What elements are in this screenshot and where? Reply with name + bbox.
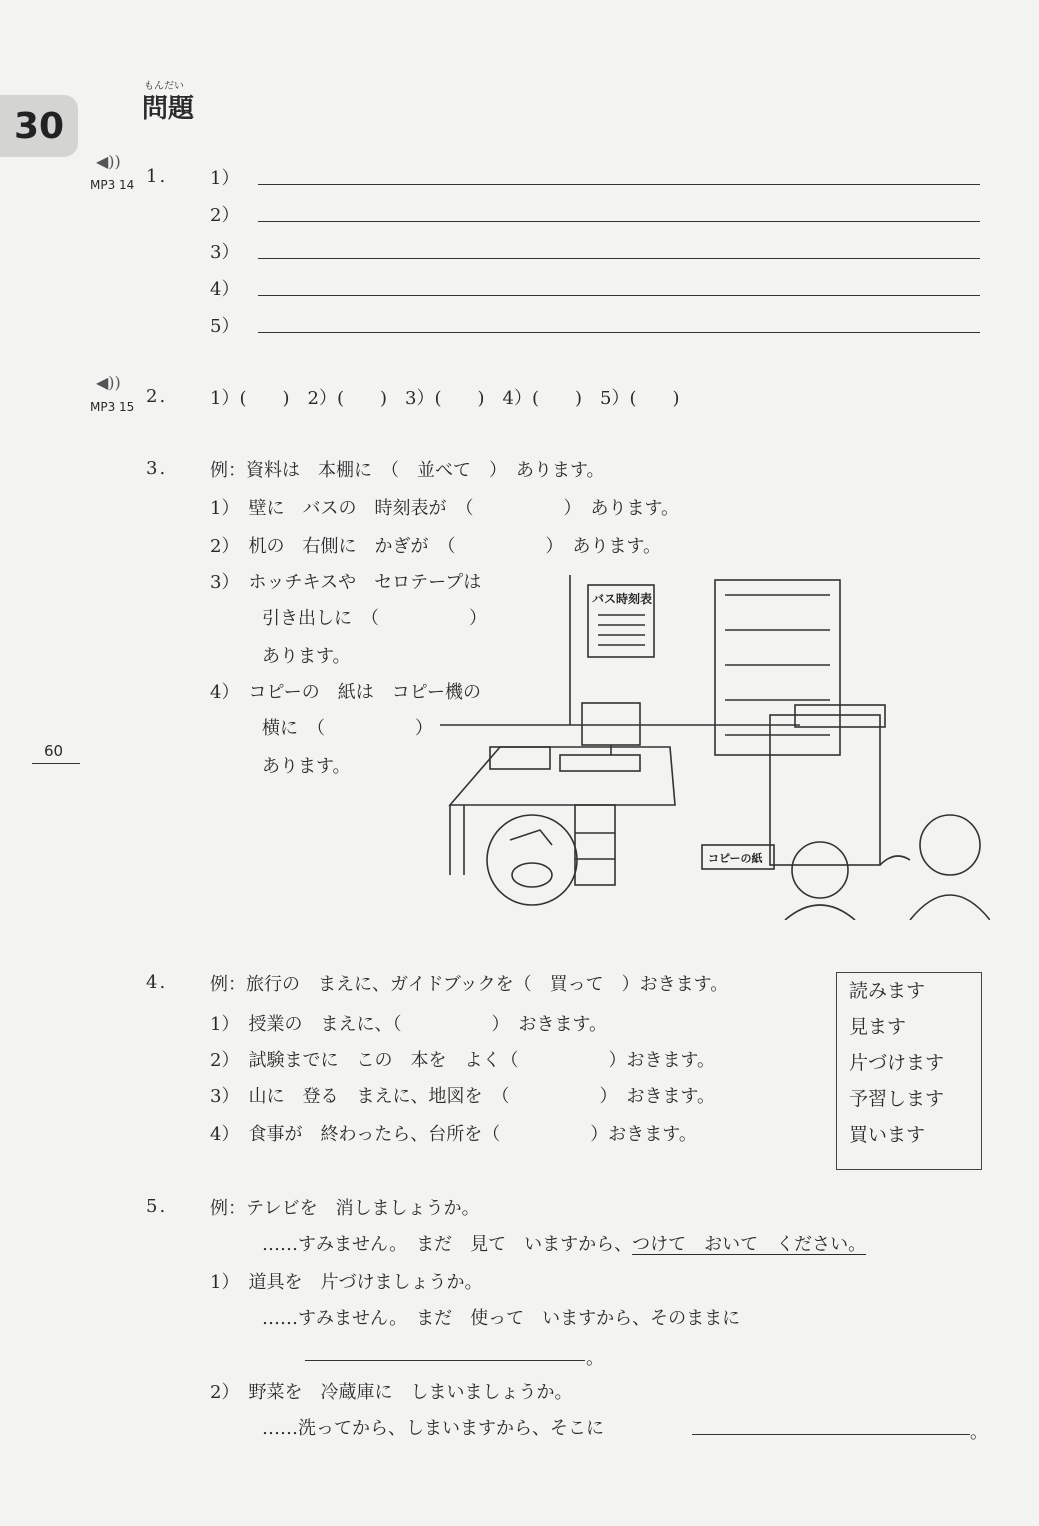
exercise-item: あります。 [262, 646, 351, 667]
sentence-period: 。 [970, 1422, 988, 1443]
speaker-icon: ◀)) [96, 152, 121, 171]
exercise-item: 2） 机の 右側に かぎが （ ） あります。 [210, 536, 662, 557]
title-ruby: もんだい [144, 81, 184, 92]
sentence-period: 。 [586, 1348, 604, 1369]
exercise-item: 3） 山に 登る まえに、地図を （ ） おきます。 [210, 1086, 716, 1107]
exercise-question: 2） 野菜を 冷蔵庫に しまいましょうか。 [210, 1382, 573, 1403]
question-number: 2. [146, 386, 168, 407]
word-choice: 買います [849, 1124, 926, 1146]
magnifier-circle [487, 815, 577, 905]
choice-blanks[interactable]: 1）( ) 2）( ) 3）( ) 4）( ) 5）( ) [210, 388, 680, 409]
exercise-item: 3） ホッチキスや セロテープは [210, 572, 482, 593]
exercise-item: あります。 [262, 756, 351, 777]
exercise-item: 1） 授業の まえに、（ ） おきます。 [210, 1014, 608, 1035]
bookshelf [715, 580, 840, 755]
lesson-number-tab: 30 [0, 95, 78, 157]
word-choice-box [836, 972, 982, 1170]
exercise-item: 2） 試験までに この 本を よく（ ）おきます。 [210, 1050, 716, 1071]
audio-track-label: MP3 14 [90, 178, 135, 192]
office-illustration [440, 575, 990, 920]
example-question: 例：テレビを 消しましょうか。 [210, 1198, 480, 1219]
exercise-answer: ……洗ってから、しまいますから、そこに [262, 1418, 604, 1439]
exercise-item: 4） 食事が 終わったら、台所を（ ）おきます。 [210, 1124, 697, 1145]
word-choice: 予習します [849, 1088, 945, 1110]
answer-line[interactable] [258, 295, 980, 296]
exercise-item: 1） 壁に バスの 時刻表が （ ） あります。 [210, 498, 680, 519]
paper-box-label: コピーの紙 [708, 852, 763, 865]
example-answer-underlined: つけて おいて ください。 [632, 1234, 867, 1255]
question-number: 5. [146, 1196, 168, 1217]
answer-line[interactable] [258, 221, 980, 222]
answer-line[interactable] [692, 1434, 970, 1435]
answer-line[interactable] [258, 332, 980, 333]
example-sentence: 例：旅行の まえに、ガイドブックを（ 買って ）おきます。 [210, 974, 729, 995]
example-sentence: 例：資料は 本棚に （ 並べて ） あります。 [210, 460, 605, 481]
desk-drawers [575, 805, 615, 885]
page-title: 問題 [142, 94, 195, 124]
answer-line[interactable] [258, 258, 980, 259]
speaker-icon: ◀)) [96, 373, 121, 392]
answer-label: 5） [210, 316, 240, 337]
example-answer [262, 1230, 866, 1256]
exercise-item: 4） コピーの 紙は コピー機の [210, 682, 482, 703]
page-number-rule [32, 763, 80, 764]
answer-label: 3） [210, 242, 240, 263]
exercise-item: 横に （ ） [262, 718, 433, 739]
question-number: 3. [146, 458, 168, 479]
monitor [582, 703, 640, 745]
person-left [792, 842, 848, 898]
answer-line[interactable] [305, 1360, 585, 1361]
answer-label: 2） [210, 205, 240, 226]
person-right [920, 815, 980, 875]
word-choice: 見ます [849, 1016, 907, 1038]
answer-label: 4） [210, 279, 240, 300]
exercise-answer: ……すみません。 まだ 使って いますから、そのままに [262, 1308, 741, 1329]
example-answer-text: ……すみません。 まだ 見て いますから、 [262, 1234, 633, 1255]
page-number: 60 [44, 742, 64, 760]
poster-label: バス時刻表 [592, 592, 653, 606]
answer-label: 1） [210, 168, 240, 189]
word-choice: 片づけます [849, 1052, 945, 1074]
word-choice: 読みます [849, 980, 926, 1002]
audio-track-label: MP3 15 [90, 400, 135, 414]
exercise-item: 引き出しに （ ） [262, 608, 487, 629]
exercise-question: 1） 道具を 片づけましょうか。 [210, 1272, 483, 1293]
question-number: 4. [146, 972, 168, 993]
answer-line[interactable] [258, 184, 980, 185]
question-number: 1. [146, 166, 168, 187]
